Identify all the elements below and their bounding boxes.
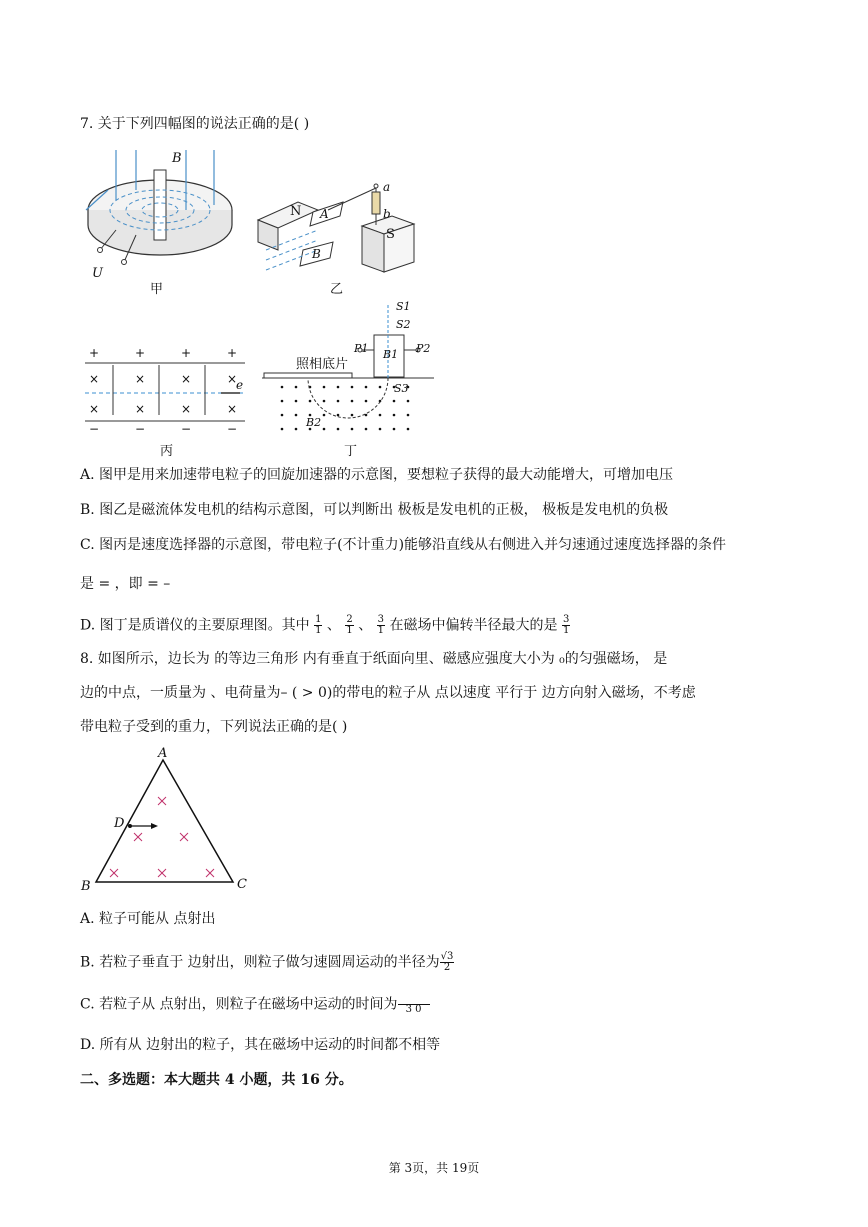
fig-yi-a: a: [383, 180, 391, 194]
fig-ding-film-label: 照相底片: [296, 357, 349, 372]
q7-option-d-sep2: 、: [358, 617, 373, 634]
fig-yi-b: b: [383, 207, 391, 221]
svg-text:×: ×: [181, 402, 192, 416]
q8-triangle-A: A: [158, 746, 168, 761]
fig-jia-cyclotron: [78, 150, 238, 280]
q8-triangle-B: B: [81, 879, 91, 894]
q7-option-b: B. 图乙是磁流体发电机的结构示意图，可以判断出 极板是发电机的正极， 极板是发电机的负极: [80, 502, 669, 518]
q7-option-c-line1: C. 图丙是速度选择器的示意图，带电粒子(不计重力)能够沿直线从右侧进入并匀速通过速度选择器的条件: [80, 537, 727, 553]
q8-option-a: A. 粒子可能从 点射出: [80, 911, 216, 927]
q7-option-d-frac4: $\frac{3}{1}$: [562, 614, 570, 636]
svg-text:×: ×: [135, 372, 146, 386]
svg-text:−: −: [135, 422, 146, 436]
svg-text:×: ×: [89, 402, 100, 416]
fig-yi-N: N: [290, 204, 302, 219]
fig-ding-S1: S1: [396, 300, 411, 313]
q7-option-d-pre: D. 图丁是质谱仪的主要原理图。其中: [80, 617, 310, 634]
fig-ding-caption: 丁: [344, 444, 358, 459]
fig-ding-P1: P1: [354, 342, 369, 355]
q7-option-a: A. 图甲是用来加速带电粒子的回旋加速器的示意图，要想粒子获得的最大动能增大，可增加电压: [80, 467, 674, 483]
q8-option-b-frac: $\frac{√3}{2}$: [440, 951, 454, 973]
fig-jia-caption: 甲: [150, 282, 164, 297]
fig-jia-U-label: U: [92, 266, 103, 281]
q8-option-b: [80, 952, 454, 973]
q7-option-d-sep1: 、: [326, 617, 341, 634]
q8-option-b-text: B. 若粒子垂直于 边射出，则粒子做匀速圆周运动的半径为: [80, 954, 440, 971]
q8-option-c-frac: 3 0: [398, 994, 430, 1015]
svg-text:×: ×: [135, 402, 146, 416]
q7-option-d-frac2: $\frac{2}{1}$: [346, 614, 353, 636]
fig-yi-mhd: [258, 180, 428, 280]
fig-ding-S3: S3: [394, 382, 409, 395]
q8-option-c-text: C. 若粒子从 点射出，则粒子在磁场中运动的时间为: [80, 996, 398, 1013]
q8-option-c: [80, 994, 430, 1015]
fig-ding-spectrometer: [262, 305, 442, 440]
fig-ding-B2: B2: [306, 416, 322, 429]
q7-option-d-frac3: $\frac{3}{1}$: [377, 614, 385, 636]
q7-option-d-post: 在磁场中偏转半径最大的是: [389, 617, 558, 634]
svg-text:×: ×: [89, 372, 100, 386]
fig-ding-S2: S2: [396, 318, 411, 331]
svg-text:−: −: [227, 422, 238, 436]
svg-text:+: +: [227, 346, 238, 360]
fig-ding-P2: P2: [416, 342, 431, 355]
page-footer: 第 3页，共 19页: [388, 1161, 480, 1175]
q8-stem-line1: 8. 如图所示，边长为 的等边三角形 内有垂直于纸面向里、磁感应强度大小为 ₀的匀强磁场， 是: [80, 651, 668, 667]
svg-text:−: −: [181, 422, 192, 436]
svg-text:×: ×: [227, 372, 238, 386]
q8-triangle-C: C: [237, 877, 247, 892]
fig-yi-A: A: [320, 207, 329, 221]
q8-option-d: D. 所有从 边射出的粒子，其在磁场中运动的时间都不相等: [80, 1037, 441, 1053]
q8-stem-line2: 边的中点，一质量为 、电荷量为– ( > 0)的带电的粒子从 点以速度 平行于 边方向射入磁场，不考虑: [80, 685, 696, 701]
q7-option-c-line2: 是 = ，即 = –: [80, 576, 171, 592]
fig-yi-caption: 乙: [330, 282, 344, 297]
fig-yi-S: S: [386, 227, 395, 242]
fig-jia-B-label: B: [172, 151, 182, 166]
fig-bing-e: e: [236, 378, 244, 392]
fig-yi-B: B: [312, 247, 321, 261]
svg-text:×: ×: [181, 372, 192, 386]
svg-text:+: +: [135, 346, 146, 360]
section-heading-multiple-choice: 二、多选题：本大题共 4 小题，共 16 分。: [80, 1072, 353, 1088]
fig-bing-caption: 丙: [160, 444, 174, 459]
svg-text:+: +: [181, 346, 192, 360]
q8-triangle-D: D: [114, 816, 125, 831]
svg-text:−: −: [89, 422, 100, 436]
q7-option-d: [80, 615, 570, 636]
q7-stem: 7. 关于下列四幅图的说法正确的是( ): [80, 116, 310, 132]
fig-ding-B1: B1: [383, 348, 399, 361]
q8-stem-line3: 带电粒子受到的重力，下列说法正确的是( ): [80, 719, 348, 735]
fig-bing-selector: [85, 345, 245, 440]
svg-text:+: +: [89, 346, 100, 360]
svg-text:×: ×: [227, 402, 238, 416]
q7-option-d-frac1: $\frac{1}{1}$: [315, 614, 322, 636]
